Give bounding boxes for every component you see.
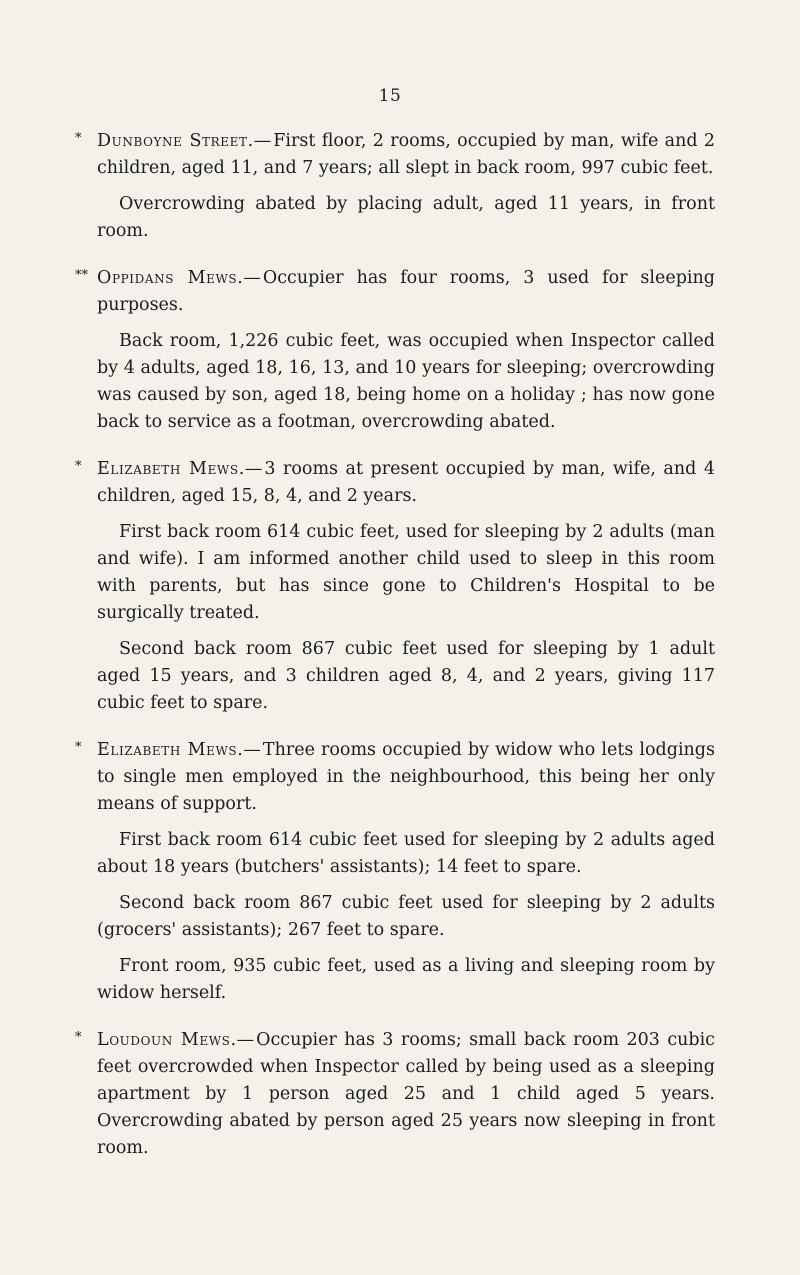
asterisk-marker: ** xyxy=(75,268,88,283)
entry-paragraph: First back room 614 cubic feet used for sleeping by 2 adults aged about 18 years (butchers' assistants); 14 feet to spare. xyxy=(97,830,715,877)
entry-heading-paragraph: * Elizabeth Mews.— Three rooms occupied by widow who lets lodgings to single men employed in the neighbourhood, this being her only means of support. xyxy=(75,737,715,818)
entry-paragraph: Front room, 935 cubic feet, used as a living and sleeping room by widow herself. xyxy=(97,956,715,1003)
entry-paragraph: Back room, 1,226 cubic feet, was occupied when Inspector called by 4 adults, aged 18, 16, 13, and 10 years for sleeping; overcrowding was caused by son, aged 18, being home on a holiday ; has now gone back to service as a footman, overcrowding abated. xyxy=(97,331,715,432)
report-body xyxy=(75,128,715,1182)
entry-paragraph: Second back room 867 cubic feet used for sleeping by 2 adults (grocers' assistants); 267 feet to spare. xyxy=(97,893,715,940)
asterisk-marker: * xyxy=(75,131,82,146)
entry-lead-text: Occupier has four rooms, 3 used for sleeping purposes. xyxy=(97,268,715,315)
page-number: 15 xyxy=(378,86,402,106)
entry-lead-text: Three rooms occupied by widow who lets lodgings to single men employed in the neighbourhood, this being her only means of support. xyxy=(97,740,715,814)
entry-paragraph: Overcrowding abated by placing adult, aged 11 years, in front room. xyxy=(97,194,715,241)
entry-lead-text: First floor, 2 rooms, occupied by man, wife and 2 children, aged 11, and 7 years; all slept in back room, 997 cubic feet. xyxy=(97,131,716,178)
entry-paragraph: First back room 614 cubic feet, used for sleeping by 2 adults (man and wife). I am informed another child used to sleep in this room with parents, but has since gone to Children's Hospital to be surgically treated. xyxy=(97,522,715,623)
street-name: Dunboyne Street. xyxy=(97,131,254,151)
street-name: Loudoun Mews. xyxy=(97,1030,237,1050)
entry-heading-paragraph: * Dunboyne Street.— First floor, 2 rooms, occupied by man, wife and 2 children, aged 11, and 7 years; all slept in back room, 997 cubic feet. xyxy=(75,128,715,182)
street-name: Oppidans Mews. xyxy=(97,268,244,288)
entry-heading-paragraph: ** Oppidans Mews.— Occupier has four rooms, 3 used for sleeping purposes. xyxy=(75,265,715,319)
entry-dunboyne-street xyxy=(75,128,715,245)
entry-heading-paragraph: * Loudoun Mews.— Occupier has 3 rooms; small back room 203 cubic feet overcrowded when Inspector called by being used as a sleeping apartment by 1 person aged 25 and 1 child aged 5 years. Overcrowding abated by person aged 25 years now sleeping in front room. xyxy=(75,1027,715,1162)
entry-elizabeth-mews-2 xyxy=(75,737,715,1007)
asterisk-marker: * xyxy=(75,1030,82,1045)
asterisk-marker: * xyxy=(75,740,82,755)
asterisk-marker: * xyxy=(75,459,82,474)
entry-lead-text: 3 rooms at present occupied by man, wife, and 4 children, aged 15, 8, 4, and 2 years. xyxy=(97,459,715,506)
entry-oppidans-mews xyxy=(75,265,715,436)
entry-lead-text: Occupier has 3 rooms; small back room 203 cubic feet overcrowded when Inspector called by being used as a sleeping apartment by 1 person aged 25 and 1 child aged 5 years. Overcrowding abated by person aged 25 years now sleeping in front room. xyxy=(97,1030,715,1158)
entry-paragraph: Second back room 867 cubic feet used for sleeping by 1 adult aged 15 years, and 3 children aged 8, 4, and 2 years, giving 117 cubic feet to spare. xyxy=(97,639,715,713)
entry-heading-paragraph: * Elizabeth Mews.— 3 rooms at present occupied by man, wife, and 4 children, aged 15, 8, 4, and 2 years. xyxy=(75,456,715,510)
entry-loudoun-mews xyxy=(75,1027,715,1162)
street-name: Elizabeth Mews. xyxy=(97,740,244,760)
street-name: Elizabeth Mews. xyxy=(97,459,245,479)
entry-elizabeth-mews-1 xyxy=(75,456,715,717)
